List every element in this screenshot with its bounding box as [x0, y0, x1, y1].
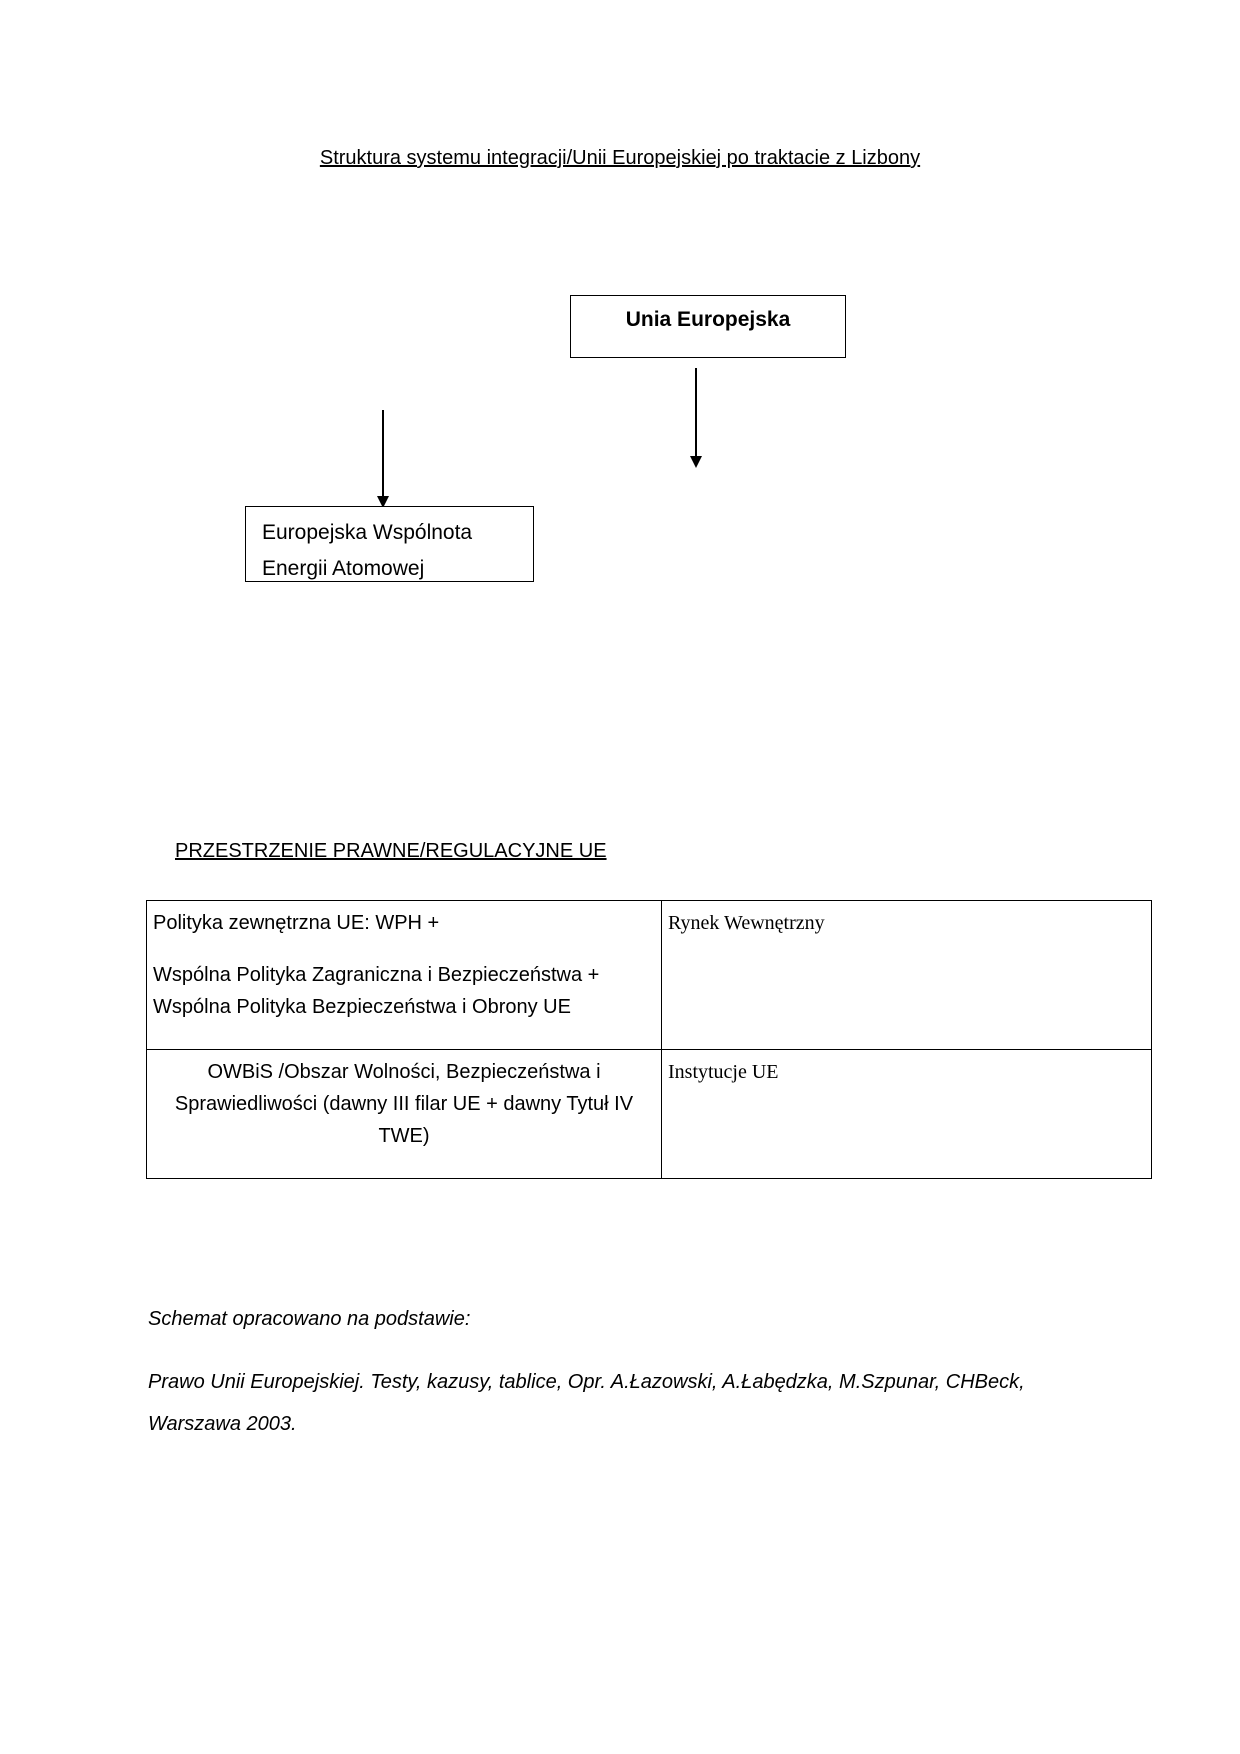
euratom-box [245, 506, 534, 582]
arrow-right [690, 368, 702, 468]
external-policy-line1: Polityka zewnętrzna UE: WPH + [153, 912, 440, 934]
owbis-text: OWBiS /Obszar Wolności, Bezpieczeństwa i Sprawiedliwości (dawny III filar UE + dawny Tytuł IV TWE) [174, 1061, 634, 1147]
source-line2: Warszawa 2003. [148, 1413, 297, 1435]
euratom-box-line1: Europejska Wspólnota [262, 521, 473, 544]
table-row [147, 1050, 1152, 1179]
source-label: Schemat opracowano na podstawie: [148, 1308, 471, 1330]
table-cell [662, 901, 1152, 1050]
document-title: Struktura systemu integracji/Unii Europejskiej po traktacie z Lizbony [319, 147, 921, 169]
source-line1: Prawo Unii Europejskiej. Testy, kazusy, tablice, Opr. A.Łazowski, A.Łabędzka, M.Szpunar, CHBeck, [148, 1371, 1025, 1393]
table-row [147, 901, 1152, 1050]
section-title: PRZESTRZENIE PRAWNE/REGULACYJNE UE [175, 840, 607, 862]
eu-institutions: Instytucje UE [668, 1061, 779, 1083]
eu-box-label: Unia Europejska [625, 308, 791, 331]
table-cell [147, 1050, 662, 1179]
euratom-box-line2: Energii Atomowej [262, 557, 425, 580]
arrow-left [377, 410, 389, 508]
arrow-down-icon [690, 456, 702, 468]
eu-box [570, 295, 846, 358]
regulatory-areas-table [146, 900, 1152, 1179]
table-cell [147, 901, 662, 1050]
external-policy-line2: Wspólna Polityka Zagraniczna i Bezpieczeństwa + [153, 964, 600, 986]
table-cell [662, 1050, 1152, 1179]
internal-market: Rynek Wewnętrzny [668, 912, 825, 934]
external-policy-line3: Wspólna Polityka Bezpieczeństwa i Obrony UE [153, 996, 571, 1018]
